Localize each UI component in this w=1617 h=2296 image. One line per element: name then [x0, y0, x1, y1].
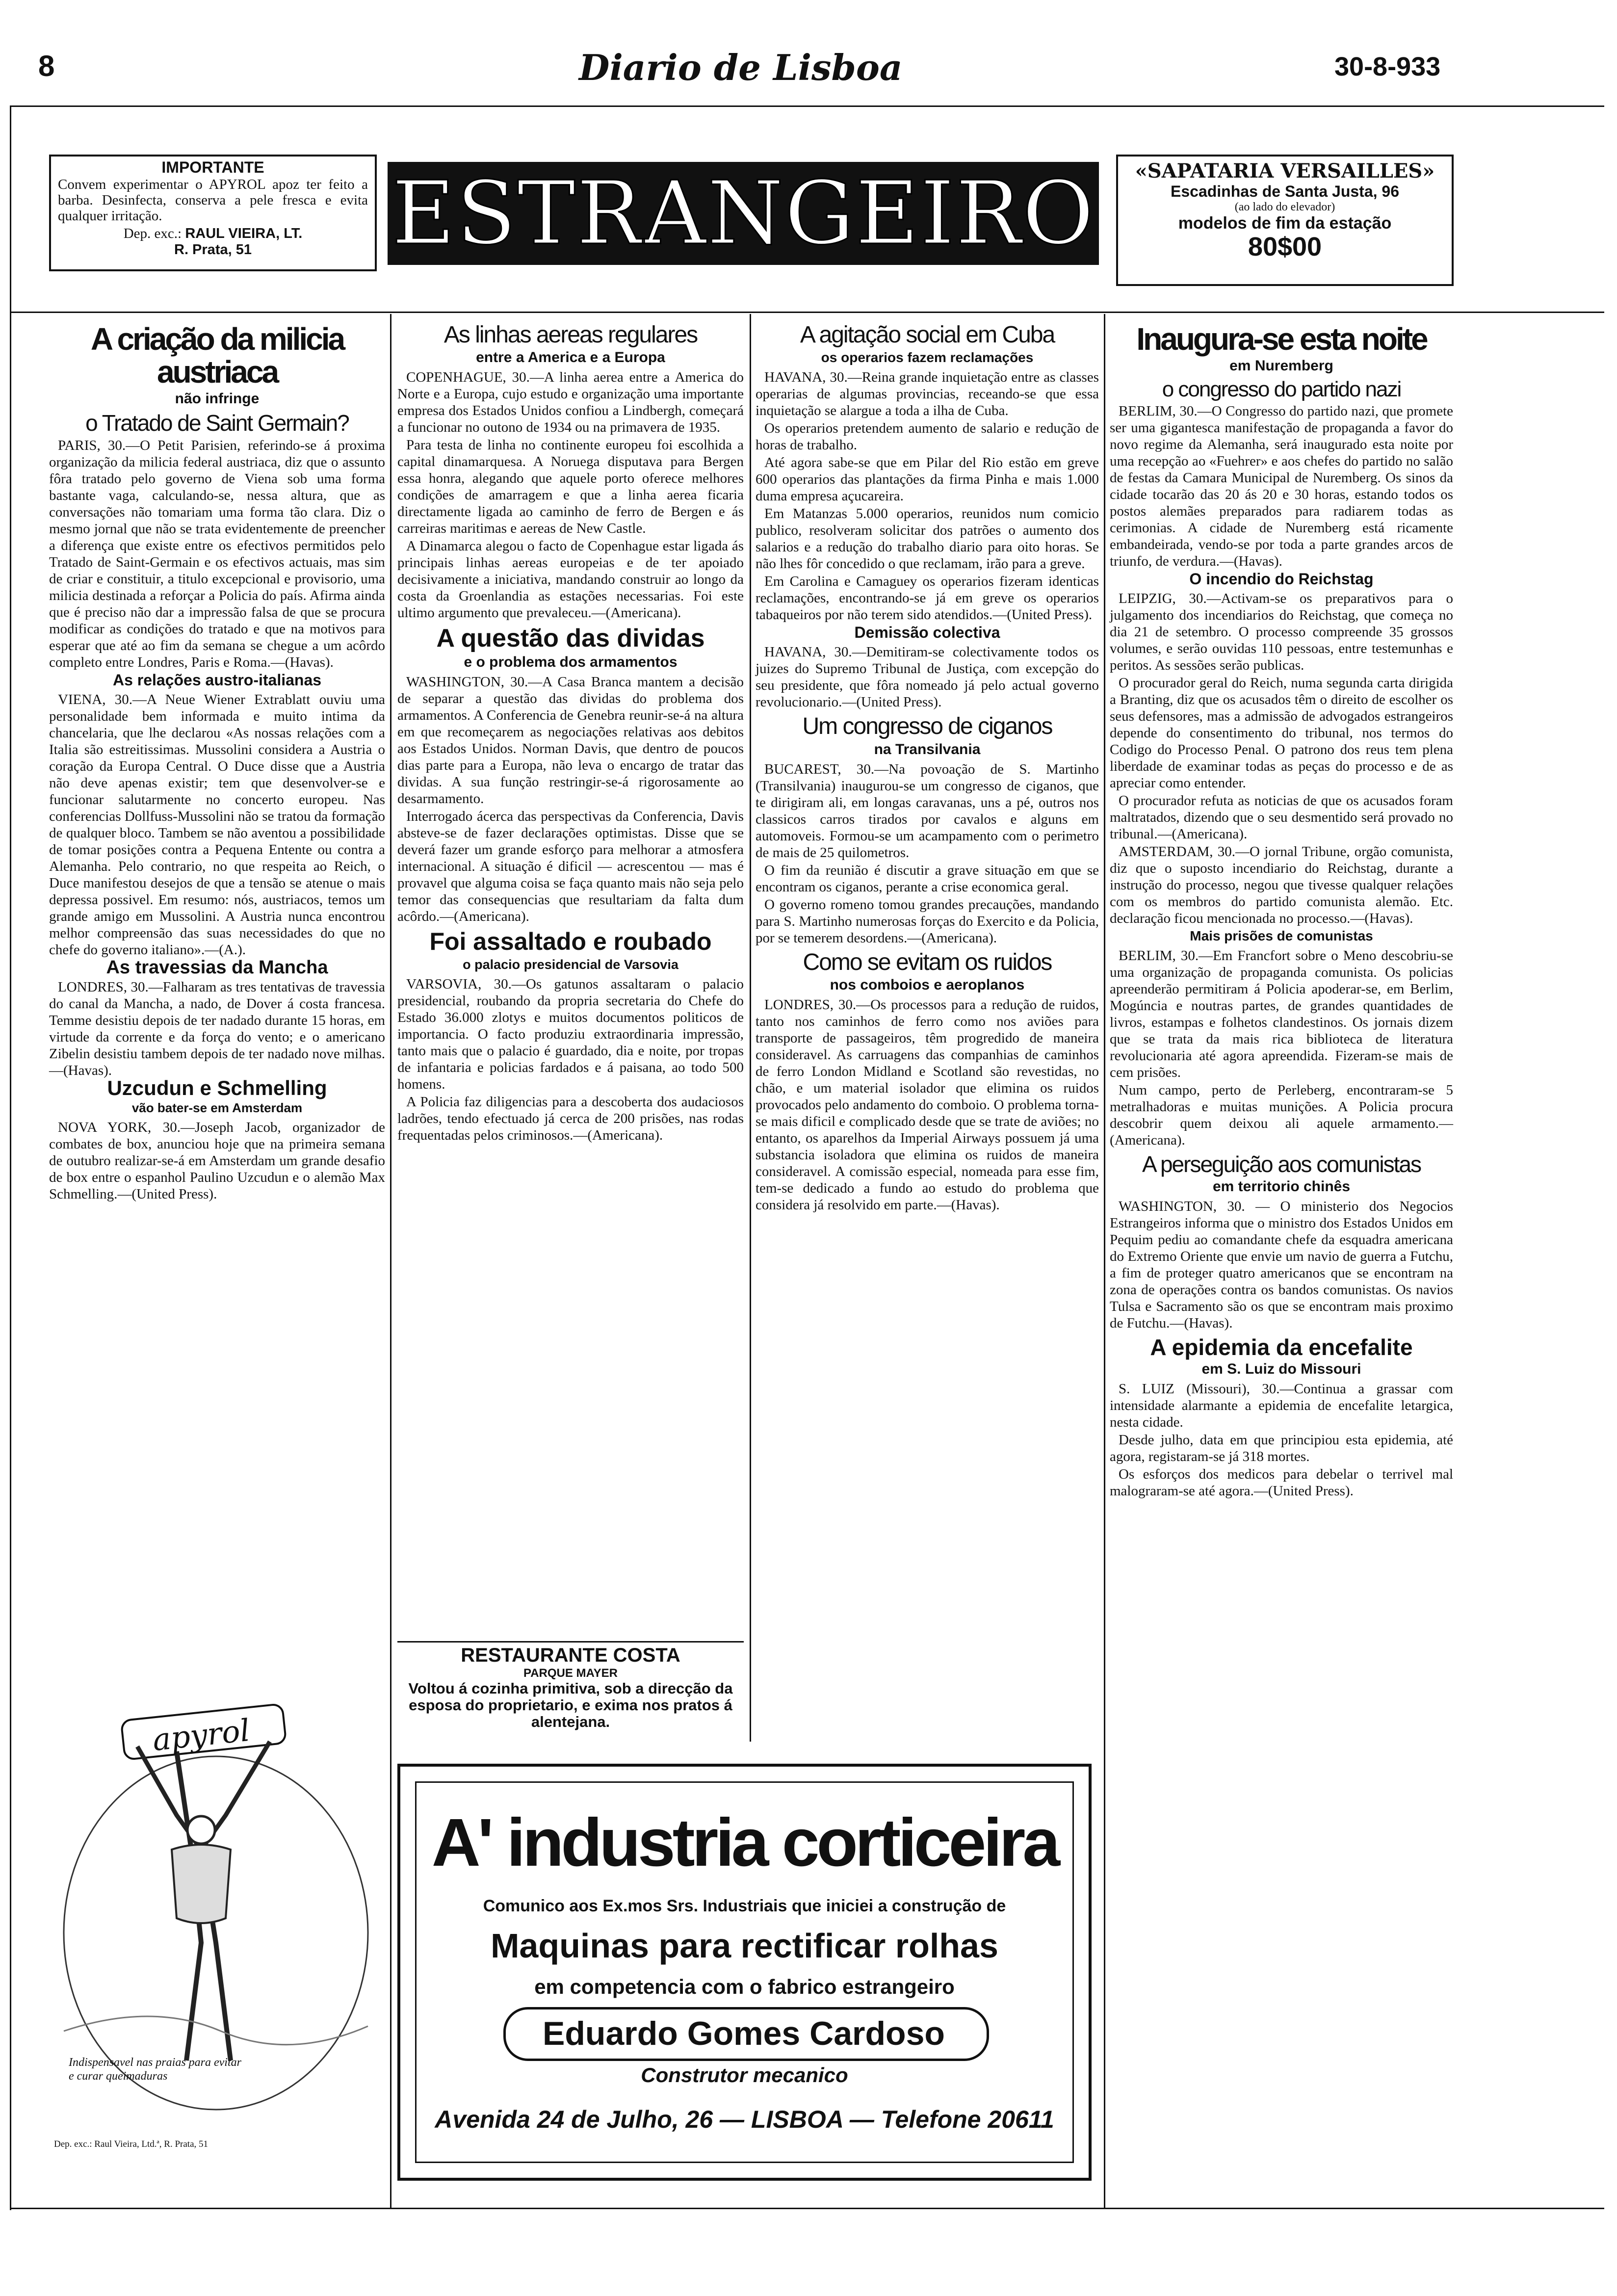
cortica-ad-role: Construtor mecanico	[641, 2063, 848, 2087]
restaurante-title: RESTAURANTE COSTA	[461, 1644, 680, 1666]
apyrol-ad-heading: IMPORTANTE	[161, 158, 264, 176]
article-dividas-sub: e o problema dos armamentos	[464, 653, 678, 670]
cortica-ad-line2: Maquinas para rectificar rolhas	[491, 1927, 998, 1965]
section-rule	[10, 312, 1604, 313]
article-dividas-text: WASHINGTON, 30.—A Casa Branca mantem a decisão de separar a questão das dividas do problema dos armamentos. A Conferencia de Genebra reunir-se-á na altura em que recomeçarem as negociações relativas aos debitos aos Estados Unidos. Norman Davis, que dentro de poucos dias parte para a Europa, não leva o encargo de tratar das dividas. A sua função restringir-se-á rigorosamente ao desarmamento.	[397, 674, 744, 807]
article-nuremberg-sub2: o congresso do partido nazi	[1162, 377, 1401, 402]
article-mancha-title: As travessias da Mancha	[106, 957, 328, 978]
article-cuba-title: A agitação social em Cuba	[800, 322, 1055, 348]
cortica-ad	[397, 1764, 1092, 2181]
article-uzcudun-title: Uzcudun e Schmelling	[107, 1076, 327, 1099]
article-cuba-text3: Até agora sabe-se que em Pilar del Rio estão em greve 600 operarios das plantações da firma Pinha e mais 1.000 duma empresa açucareira.	[756, 455, 1099, 504]
article-cuba-text2: Os operarios pretendem aumento de salario e redução de horas de trabalho.	[756, 420, 1099, 453]
article-assaltado-title: Foi assaltado e roubado	[429, 927, 712, 955]
article-ciganos-title: Um congresso de ciganos	[802, 713, 1052, 740]
column-1	[49, 319, 385, 1203]
page-border-left	[10, 105, 11, 2210]
column-rule-1	[390, 314, 391, 2208]
article-relacoes-text: VIENA, 30.—A Neue Wiener Extrablatt ouviu uma personalidade bem informada e muito intima da chancelaria, que lhe declarou «As nossas relações com a Italia são estreitissimas. Mussolini considera a Austria o coração da Europa Central. O Duce disse que a Austria não deve apenas existir; tem que desenvolver-se e funcionar salutarmente no concerto europeu. Nas conferencias Dollfuss-Mussolini não se tratou da formação de qualquer bloco. Tambem se não aventou a possibilidade de tomar posições contra a Pequena Entente ou contra a Alemanha. Pelo contrario, no que respeita ao Reich, o Duce manifestou desejos de que a tensão se atenue o mais depressa possivel. Em resumo: nós, austriacos, temos um grande amigo em Mussolini. A Austria nunca encontrou melhor compreensão das suas necessidades do que no chefe do governo italiano».—(A.).	[49, 691, 385, 958]
article-milicia-sub2: o Tratado de Saint Germain?	[85, 410, 349, 436]
masthead-title: Diario de Lisboa	[579, 47, 903, 88]
article-perseguicao-title: A perseguição aos comunistas	[1142, 1151, 1421, 1177]
apyrol-caption-dep: Dep. exc.: Raul Vieira, Ltd.ª, R. Prata, 51	[54, 2139, 209, 2149]
article-nuremberg-text: BERLIM, 30.—O Congresso do partido nazi, que promete ser uma gigantesca manifestação de propaganda a favor do novo regime da Alemanha, será inaugurado esta noite por uma recepção ao «Fuehrer» e aos chefes do partido no salão de festas da Camara Municipal de Nuremberg. Os sinos da cidade tocarão das 20 ás 20 e 30 horas, estando todos os postos alemães preparados para radiarem todas as cerimonias. A cidade de Nuremberg está ricamente embandeirada, vendo-se por toda a parte grandes arcos de triunfo, de verdura.—(Havas).	[1110, 403, 1453, 570]
article-ciganos-text3: O governo romeno tomou grandes precauções, mandando para S. Martinho numerosas forças do Exercito e da Policia, por se temerem desordens.—(Americana).	[756, 896, 1099, 946]
article-demissao-title: Demissão colectiva	[854, 624, 1000, 642]
article-dividas-text2: Interrogado ácerca das perspectivas da Conferencia, Davis absteve-se de fazer declarações optimistas. Disse que se deverá fazer um grande esforço para melhorar a atmosfera internacional. A situação é dificil — acrescentou — mas é provavel que alguma coisa se faça quanto mais não seja pelo temor das consequencias que resultariam da falta dum acôrdo.—(Americana).	[397, 808, 744, 924]
article-ciganos-text: BUCAREST, 30.—Na povoação de S. Martinho (Transilvania) inaugurou-se um congresso de ciganos, que te dirigiram ali, em longas caravanas, uns a pé, outros nos classicos carros tirados por cavalos e alguns em automoveis. Formou-se um acampamento com o perimetro de mais de 25 quilometros.	[756, 761, 1099, 861]
article-linhas-text: COPENHAGUE, 30.—A linha aerea entre a America do Norte e a Europa, cujo estudo e organização uma importante empresa dos Estados Unidos confiou a Lindbergh, começará a funcionar no outono de 1934 ou na primavera de 1935.	[397, 369, 744, 436]
article-linhas-title: As linhas aereas regulares	[443, 322, 698, 348]
column-2	[397, 319, 744, 1145]
article-encefalite-title: A epidemia da encefalite	[1150, 1334, 1413, 1360]
sapataria-name: «SAPATARIA VERSAILLES»	[1135, 159, 1435, 183]
article-ruidos-sub: nos comboios e aeroplanos	[830, 977, 1025, 993]
header-rule	[10, 105, 1604, 107]
article-dividas-title: A questão das dividas	[436, 624, 705, 653]
column-rule-2	[750, 314, 751, 1742]
article-milicia-text: PARIS, 30.—O Petit Parisien, referindo-se á proxima organização da milicia federal austriaca, diz que o assunto fôra tratado pelo governo de Viena sob uma forma bastante vaga, calculando-se, nessa altura, que as conversações não tomariam uma forma tão clara. Diz o mesmo jornal que não se trata evidentemente de preencher a diferença que existe entre os efectivos permitidos pelo Tratado de Saint-Germain e os efectivos actuais, mas sim de criar e constituir, a titulo excepcional e provisorio, uma milicia destinada a reforçar a Policia do país. Afirma ainda que é preciso não dar a impressão falsa de que se procura modificar as condições do tratado e que na motivos para esperar que até ao fim da semana se chegue a um acôrdo completo entre Londres, Paris e Roma.—(Havas).	[49, 437, 385, 670]
article-reichstag-title: O incendio do Reichstag	[1189, 570, 1374, 588]
article-prisoes-title: Mais prisões de comunistas	[1190, 928, 1373, 944]
article-ruidos-text: LONDRES, 30.—Os processos para a redução de ruidos, tanto nos caminhos de ferro como nos aviões para transporte de passageiros, têm progredido de maneira consideravel. As carruagens das companhias de caminhos de ferro London Midland e Scotland são revestidas, no chão, e um material isolador que elimina os ruidos provocados pelo andamento do comboio. O problema torna-se mais dificil e complicado desde que se trate de aviões; no entanto, os aparelhos da Imperial Airways possuem já uma substancia isoladora que elimina os ruidos de maneira consideravel. A comissão especial, nomeada para esse fim, tem-se dedicado a fundo ao estudo do problema que considera já resolvido em parte.—(Havas).	[756, 997, 1099, 1213]
column-3	[756, 319, 1099, 1214]
article-reichstag-text3: O procurador refuta as noticias de que os acusados foram maltratados, dizendo que o seu desmentido será provado no tribunal.—(Americana).	[1110, 793, 1453, 842]
cortica-ad-address: Avenida 24 de Julho, 26 — LISBOA — Telefone 20611	[435, 2106, 1054, 2133]
sapataria-price: 80$00	[1248, 232, 1322, 261]
article-uzcudun-text: NOVA YORK, 30.—Joseph Jacob, organizador de combates de box, anunciou hoje que na primeira semana de outubro realizar-se-á em Amsterdam um grande desafio de box entre o espanhol Paulino Uzcudun e o alemão Max Schmelling.—(United Press).	[49, 1119, 385, 1202]
article-cuba-sub: os operarios fazem reclamações	[821, 350, 1034, 365]
article-assaltado-text: VARSOVIA, 30.—Os gatunos assaltaram o palacio presidencial, roubando da propria secretaria do Chefe do Estado 36.000 zlotys e muitos documentos politicos de importancia. O facto produziu extraordinaria impressão, tanto mais que o palacio é guardado, dia e noite, por tropas de infantaria e policias fardados e á paisana, ao todo 500 homens.	[397, 976, 744, 1093]
apyrol-dep-label: Dep. exc.:	[123, 226, 182, 241]
article-ruidos-title: Como se evitam os ruidos	[803, 949, 1052, 975]
apyrol-dep-name: RAUL VIEIRA, LT.	[185, 226, 303, 241]
page-number: 8	[38, 50, 55, 82]
apyrol-banner-label: apyrol	[151, 1712, 252, 1758]
article-cuba-text4: Em Matanzas 5.000 operarios, reunidos num comicio publico, resolveram solicitar dos patrões o aumento dos salarios e a redução do trabalho diario para oito horas. Se não lhes fôr concedido o que reclamam, irão para a greve.	[756, 506, 1099, 572]
page-bottom-rule	[10, 2208, 1604, 2209]
article-perseguicao-text: WASHINGTON, 30. — O ministerio dos Negocios Estrangeiros informa que o ministro dos Estados Unidos em Pequim pediu ao comandante chefe da esquadra americana do Extremo Oriente que envie um navio de guerra a Futchu, a fim de proteger quatro americanos que se encontram na zona de operações contra os bandos comunistas. Os navios Tulsa e Sacramento são os que se encontram mais proximo de Futchu.—(Havas).	[1110, 1198, 1453, 1331]
article-demissao-text: HAVANA, 30.—Demitiram-se colectivamente todos os juizes do Supremo Tribunal de Justiça, com excepção do seu presidente, que fôra nomeado já pelo actual governo revolucionario.—(United Press).	[756, 644, 1099, 710]
article-reichstag-text2: O procurador geral do Reich, numa segunda carta dirigida a Branting, diz que os acusados têm o direito de escolher os seus defensores, mas a admissão de advogados estrangeiros depende do consentimento do tribunal, nos termos do Codigo do Processo Penal. O patrono dos reus tem plena liberdade de examinar todas as peças do processo e de as apreciar como entender.	[1110, 675, 1453, 791]
article-milicia-title: A criação da milicia austriaca	[90, 321, 344, 390]
article-cuba-text5: Em Carolina e Camaguey os operarios fizeram identicas reclamações, encontrando-se já em greve os operarios tabaqueiros por não terem sido atendidos.—(United Press).	[756, 574, 1099, 623]
apyrol-ad	[49, 155, 377, 271]
article-prisoes-text: BERLIM, 30.—Em Francfort sobre o Meno descobriu-se uma organização de propaganda comunista. Os policias apreenderão permitiram á Policia apoderar-se, em Berlim, Mogúncia e noutras partes, de grandes quantidades de livros, estampas e folhetos clandestinos. Os jornais dizem que se trata da mais rica biblioteca de literatura revolucionaria até agora apreendida. Fizeram-se mais de cem prisões.	[1110, 948, 1453, 1081]
page-date: 30-8-933	[1334, 52, 1441, 81]
article-cuba-text: HAVANA, 30.—Reina grande inquietação entre as classes operarias de algumas provincias, receando-se que essa inquietação se alargue a toda a ilha de Cuba.	[756, 369, 1099, 419]
article-linhas-text3: A Dinamarca alegou o facto de Copenhague estar ligada ás principais linhas aereas europeias e de ter apoiado decisivamente a iniciativa, mandando construir ao longo da costa da Groenlandia as estações necessarias. Foi este ultimo argumento que prevaleceu.—(Americana).	[397, 538, 744, 621]
restaurante-costa-ad	[397, 1641, 744, 1730]
article-uzcudun-sub: vão bater-se em Amsterdam	[131, 1100, 303, 1115]
cortica-ad-line3: em competencia com o fabrico estrangeiro	[534, 1975, 955, 1998]
apyrol-address: R. Prata, 51	[174, 242, 252, 258]
apyrol-ad-body: Convem experimentar o APYROL apoz ter feito a barba. Desinfecta, conserva a pele fresca e evita qualquer irritação.	[58, 177, 368, 224]
article-encefalite-sub: em S. Luiz do Missouri	[1201, 1360, 1361, 1377]
article-encefalite-text: S. LUIZ (Missouri), 30.—Continua a grassar com intensidade alarmante a epidemia de encefalite letargica, nesta cidade.	[1110, 1381, 1453, 1430]
restaurante-sub: PARQUE MAYER	[523, 1667, 618, 1680]
article-reichstag-text: LEIPZIG, 30.—Activam-se os preparativos para o julgamento dos incendiarios do Reichstag, que começa no dia 21 de setembro. O processo compreende 35 grossos volumes, e serão ouvidas 110 pessoas, entre testemunhas e peritos. As sessões serão publicas.	[1110, 591, 1453, 674]
article-reichstag-text4: AMSTERDAM, 30.—O jornal Tribune, orgão comunista, diz que o suposto incendiario do Reichstag, durante a instrução do processo, negou que tivesse qualquer relações com os membros do partido comunista alemão. Etc. declaração ficou mencionada no processo.—(Havas).	[1110, 844, 1453, 927]
article-encefalite-text2: Desde julho, data em que principiou esta epidemia, até agora, registaram-se já 318 mortes.	[1110, 1432, 1453, 1464]
article-milicia-sub1: não infringe	[175, 391, 260, 407]
cortica-ad-line1: Comunico aos Ex.mos Srs. Industriais que iniciei a construção de	[483, 1897, 1006, 1915]
article-encefalite-text3: Os esforços dos medicos para debelar o terrivel mal malograram-se até agora.—(United Press).	[1110, 1466, 1453, 1499]
sapataria-ad	[1116, 155, 1454, 286]
article-linhas-text2: Para testa de linha no continente europeu foi escolhida a capital dinamarquesa. A Noruega disputava para Bergen essa honra, alegando que aquele porto oferece melhores condições de amarragem e que a linha aerea ficaria directamente ligada ao caminho de ferro de Bergen e ás carreiras maritimas e aereas de New Castle.	[397, 437, 744, 537]
restaurante-text: Voltou á cozinha primitiva, sob a direcção da esposa do proprietario, e exima nos pratos á alentejana.	[408, 1680, 733, 1730]
article-mancha-text: LONDRES, 30.—Falharam as tres tentativas de travessia do canal da Mancha, a nado, de Dover á costa francesa. Temme desistiu depois de ter nadado durante 15 horas, em virtude da corrente e da força do vento; e o americano Zibelin desistiu tambem depois de ter nadado nove milhas.—(Havas).	[49, 979, 385, 1078]
cortica-ad-name: Eduardo Gomes Cardoso	[543, 2015, 945, 2052]
article-ciganos-sub: na Transilvania	[874, 741, 981, 757]
article-nuremberg-title: Inaugura-se esta noite	[1136, 321, 1427, 357]
article-prisoes-text2: Num campo, perto de Perleberg, encontraram-se 5 metralhadoras e muitas munições. A Policia procura descobrir quem deixou ali aquele armamento.—(Americana).	[1110, 1082, 1453, 1148]
article-assaltado-sub: o palacio presidencial de Varsovia	[463, 957, 678, 972]
column-4	[1110, 319, 1453, 1500]
sapataria-models: modelos de fim da estação	[1178, 214, 1392, 233]
column-rule-3	[1104, 314, 1105, 2208]
sapataria-location: (ao lado do elevador)	[1234, 201, 1335, 213]
article-ciganos-text2: O fim da reunião é discutir a grave situação em que se encontram os ciganos, perante a crise economica geral.	[756, 862, 1099, 895]
apyrol-caption: Indispensavel nas praias para evitar e curar queimaduras	[69, 2056, 241, 2083]
cortica-ad-title: A' industria corticeira	[431, 1805, 1058, 1880]
section-title: ESTRANGEIRO	[391, 162, 1095, 264]
article-perseguicao-sub: em territorio chinês	[1212, 1178, 1351, 1195]
article-nuremberg-sub1: em Nuremberg	[1229, 358, 1333, 374]
article-relacoes-title: As relações austro-italianas	[112, 671, 322, 689]
sapataria-address: Escadinhas de Santa Justa, 96	[1171, 183, 1399, 200]
article-assaltado-text2: A Policia faz diligencias para a descoberta dos audaciosos ladrões, tendo efectuado já cerca de 200 prisões, nas rodas frequentadas pelos criminosos.—(Americana).	[397, 1094, 744, 1144]
article-linhas-sub: entre a America e a Europa	[476, 349, 665, 366]
